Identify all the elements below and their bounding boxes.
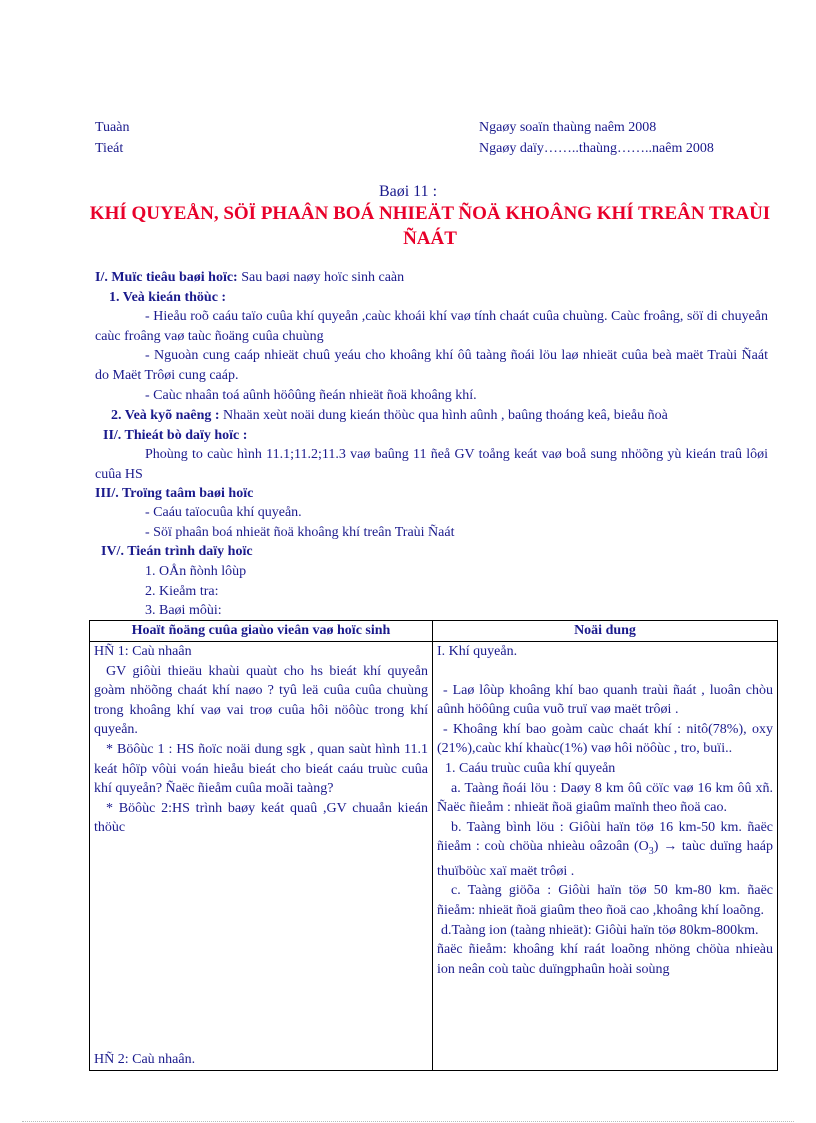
- section4-item-3: 3. Baøi môùi:: [145, 603, 222, 618]
- content-heading-1: I. Khí quyeån.: [437, 644, 518, 659]
- lesson-table: [89, 620, 778, 1071]
- activity-1-title: HÑ 1: Caù nhaân: [94, 644, 192, 659]
- week-label: Tuaàn: [95, 120, 130, 135]
- arrow-right-icon: →: [663, 839, 678, 855]
- skills-line: [111, 406, 668, 426]
- section3-heading: III/. Troïng taâm baøi hoïc: [95, 486, 254, 501]
- lesson-number: Baøi 11 :: [378, 183, 438, 200]
- section1-heading: I/. Muïc tieâu baøi hoïc:: [95, 270, 238, 285]
- section2-heading: II/. Thieát bò daïy hoïc :: [103, 428, 248, 443]
- section3-item-2: - Söï phaân boá nhieät ñoä khoâng khí treân Traùi Ñaát: [145, 525, 455, 540]
- activity-2-title: HÑ 2: Caù nhaân.: [94, 1052, 196, 1068]
- activity-1-intro: GV giôùi thieäu khaùi quaùt cho hs bieát khí quyeån goàm nhöõng chaát khí naøo ? tyû leä cuûa cuûa chuùng trong khoâng khí vaø vai troø cuûa hôi nöôùc trong khí quyeån.: [94, 663, 428, 738]
- lesson-title-line2: ÑAÁT: [403, 228, 457, 249]
- knowledge-heading: 1. Veà kieán thöùc :: [109, 290, 227, 305]
- teacher-activity-cell: [90, 642, 433, 1071]
- ozone-subscript: 3: [648, 846, 654, 858]
- section4-item-2: 2. Kieåm tra:: [145, 584, 219, 599]
- section2-text: Phoùng to caùc hình 11.1;11.2;11.3 vaø baûng 11 ñeå GV toång keát vaø boå sung nhöõng yù kieán traû lôøi cuûa HS: [95, 447, 768, 482]
- section1-heading-line: [95, 268, 404, 288]
- section4-heading: IV/. Tieán trình daïy hoïc: [101, 544, 253, 559]
- section4-item-1: 1. OÅn ñònh lôùp: [145, 564, 247, 579]
- content-layer-c: c. Taàng giöõa : Giôùi haïn töø 50 km-80 km. ñaëc ñieåm: nhieät ñoä giaûm theo ñoä cao ,khoâng khí loaõng.: [437, 883, 773, 918]
- skills-text: Nhaän xeùt noäi dung kieán thöùc qua hình aûnh , baûng thoáng keâ, bieåu ñoà: [219, 408, 668, 423]
- content-layer-a: a. Taàng ñoái löu : Daøy 8 km ôû cöïc vaø 16 km ôû xñ. Ñaëc ñieåm : nhieät ñoä giaûm maïnh theo ñoä cao.: [437, 780, 773, 816]
- lesson-title-line1: KHÍ QUYEÅN, SÖÏ PHAÂN BOÁ NHIEÄT ÑOÄ KHOÂNG KHÍ TREÂN TRAÙI: [89, 203, 771, 224]
- date-written: Ngaøy soaïn thaùng naêm 2008: [479, 120, 657, 135]
- knowledge-item-3: - Caùc nhaân toá aûnh höôûng ñeán nhieät ñoä khoâng khí.: [145, 388, 477, 403]
- content-layer-d: d.Taàng ion (taàng nhieät): Giôùi haïn töø 80km-800km.: [441, 922, 759, 938]
- col2-header: Noäi dung: [433, 621, 778, 642]
- page-footer-divider: [22, 1121, 794, 1122]
- activity-1-step-1: * Böôùc 1 : HS ñoïc noäi dung sgk , quan saùt hình 11.1 keát hôïp vôùi voán hieåu bieát cho bieát caáu truùc cuûa khí quyeån? Ñaëc ñieåm cuûa moãi taàng?: [94, 741, 428, 797]
- content-p1: - Laø lôùp khoâng khí bao quanh traùi ñaát , luoân chòu aûnh höôûng cuûa vuõ truï vaø maët trôøi .: [437, 682, 773, 718]
- content-layer-d-detail: ñaëc ñieåm: khoâng khí raát loaõng nhöng chöùa nhieàu ion neân coù taùc duïngphaûn hoài soùng: [437, 942, 773, 977]
- content-layer-b-close: ): [653, 839, 664, 855]
- content-layer-b: [437, 818, 773, 882]
- content-cell: [433, 642, 778, 1071]
- content-heading-2: 1. Caáu truùc cuûa khí quyeån: [445, 760, 616, 776]
- skills-heading: 2. Veà kyõ naêng :: [111, 408, 220, 423]
- period-label: Tieát: [95, 141, 124, 156]
- date-taught: Ngaøy daïy……..thaùng……..naêm 2008: [479, 141, 714, 156]
- activity-1-step-2: * Böôùc 2:HS trình baøy keát quaû ,GV chuaån kieán thöùc: [94, 800, 428, 836]
- knowledge-item-1: - Hieåu roõ caáu taïo cuûa khí quyeån ,caùc khoái khí vaø tính chaát cuûa chuùng. Caùc froâng, söï di chuyeån caùc froâng vaø taùc ñoäng cuûa chuùng: [95, 309, 768, 344]
- content-layer-b-tail: taùc duïng haáp thuïböùc xaï maët trôøi .: [437, 839, 773, 879]
- table-row: [90, 642, 778, 1071]
- section3-item-1: - Caáu taïocuûa khí quyeån.: [145, 505, 302, 520]
- section1-heading-tail: Sau baøi naøy hoïc sinh caàn: [237, 270, 405, 285]
- content-layer-b-text: b. Taàng bình löu : Giôùi haïn töø 16 km-50 km. ñaëc ñieåm : coù chöùa nhieàu oâzoân (O: [437, 819, 773, 855]
- content-p2: - Khoâng khí bao goàm caùc chaát khí : nitô(78%), oxy (21%),caùc khí khaùc(1%) vaø hôi nöôùc , tro, buïi..: [437, 721, 773, 757]
- col1-header: Hoaït ñoäng cuûa giaùo vieân vaø hoïc sinh: [90, 621, 433, 642]
- knowledge-item-2: - Nguoàn cung caáp nhieät chuû yeáu cho khoâng khí ôû taàng ñoái löu laø nhieät cuûa beà maët Traùi Ñaát do Maët Trôøi cung caáp.: [95, 348, 768, 383]
- table-header-row: [90, 621, 778, 642]
